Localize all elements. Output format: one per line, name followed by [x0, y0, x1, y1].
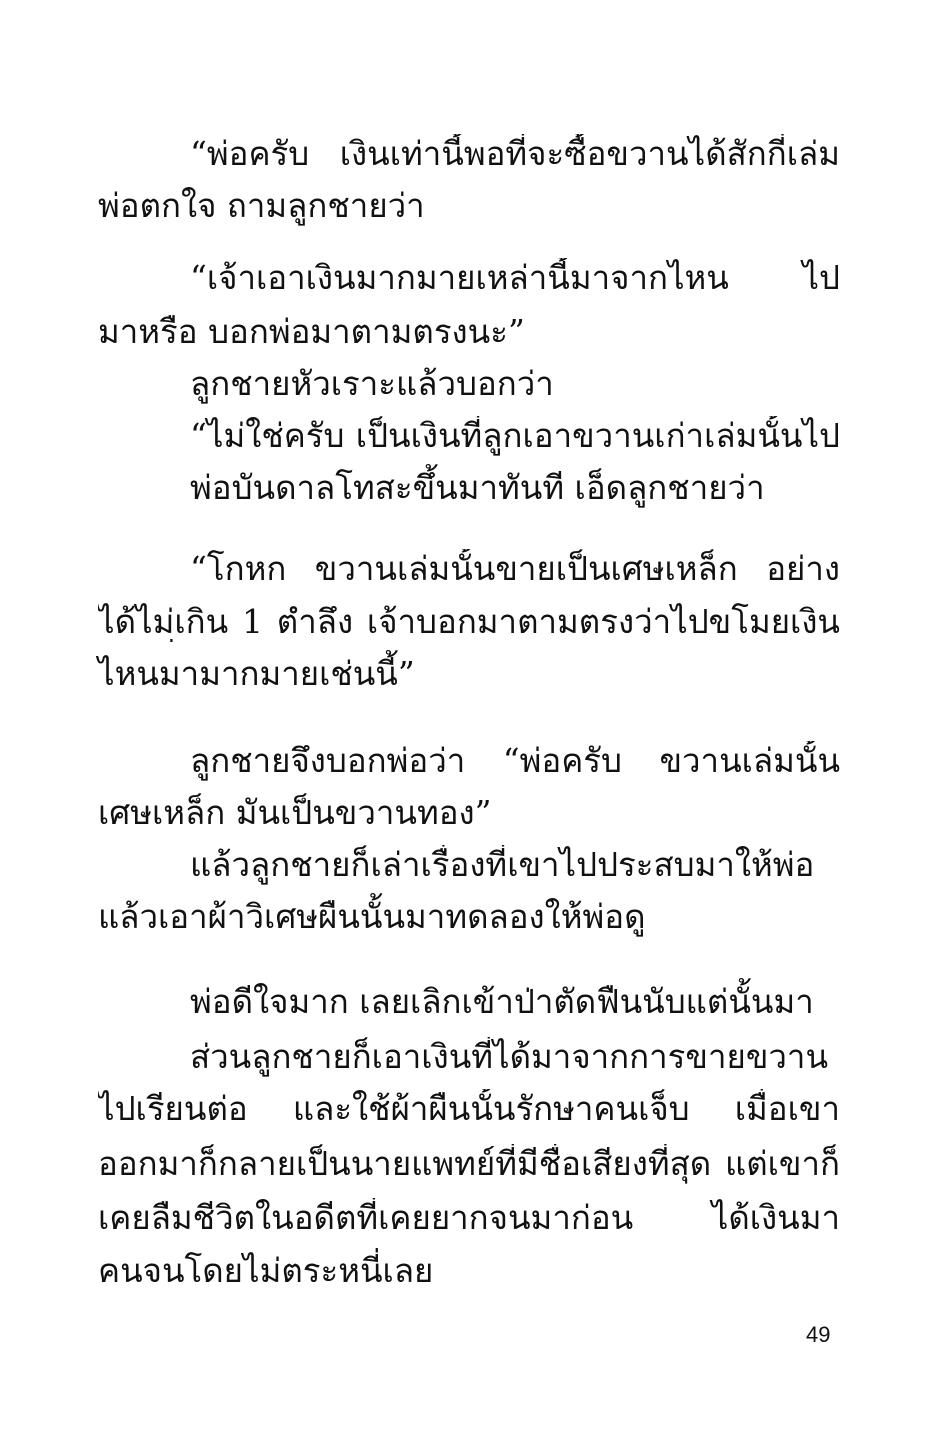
text-line: พ่อดีใจมาก เลยเลิกเข้าป่าตัดฟืนนับแต่นั้นมา — [190, 982, 814, 1021]
text-line: พ่อบันดาลโทสะขึ้นมาทันที เอ็ดลูกชายว่า — [190, 468, 765, 507]
text-line: คนจนโดยไม่ตระหนี่เลย — [98, 1251, 434, 1290]
text-line: ได้ไม่เกิน 1 ตำลึง เจ้าบอกมาตามตรงว่าไปขโมยเงิน — [98, 602, 840, 641]
text-line: ไหนมามากมายเช่นนี้” — [98, 654, 415, 693]
text-line: “พ่อครับ เงินเท่านี้พอที่จะซื้อขวานได้สักกี่เล่ม — [190, 134, 840, 173]
text-line: ไปเรียนต่อ และใช้ผ้าผืนนั้นรักษาคนเจ็บ เมื่อเขา — [98, 1089, 840, 1128]
text-line: “เจ้าเอาเงินมากมายเหล่านี้มาจากไหน ไป — [190, 258, 840, 297]
text-line: มาหรือ บอกพ่อมาตามตรงนะ” — [98, 312, 525, 351]
page-number: 49 — [806, 1322, 831, 1347]
text-line: ส่วนลูกชายก็เอาเงินที่ได้มาจากการขายขวาน — [190, 1037, 829, 1076]
text-line: พ่อตกใจ ถามลูกชายว่า — [98, 186, 425, 225]
text-line: แล้วเอาผ้าวิเศษผืนนั้นมาทดลองให้พ่อดู — [98, 897, 646, 936]
text-line: เคยลืมชีวิตในอดีตที่เคยยากจนมาก่อน ได้เงินมา — [98, 1198, 840, 1237]
text-line: ออกมาก็กลายเป็นนายแพทย์ที่มีชื่อเสียงที่สุด แต่เขาก็ — [98, 1144, 840, 1183]
text-line: แล้วลูกชายก็เล่าเรื่องที่เขาไปประสบมาให้พ่อ — [190, 845, 815, 884]
text-line: เศษเหล็ก มันเป็นขวานทอง” — [98, 793, 492, 832]
text-line: “โกหก ขวานเล่มนั้นขายเป็นเศษเหล็ก อย่าง — [190, 549, 840, 588]
text-line: ลูกชายหัวเราะแล้วบอกว่า — [190, 364, 554, 403]
text-line: “ไม่ใช่ครับ เป็นเงินที่ลูกเอาขวานเก่าเล่มนั้นไป — [190, 416, 840, 455]
text-line: ลูกชายจึงบอกพ่อว่า “พ่อครับ ขวานเล่มนั้น — [190, 741, 840, 780]
